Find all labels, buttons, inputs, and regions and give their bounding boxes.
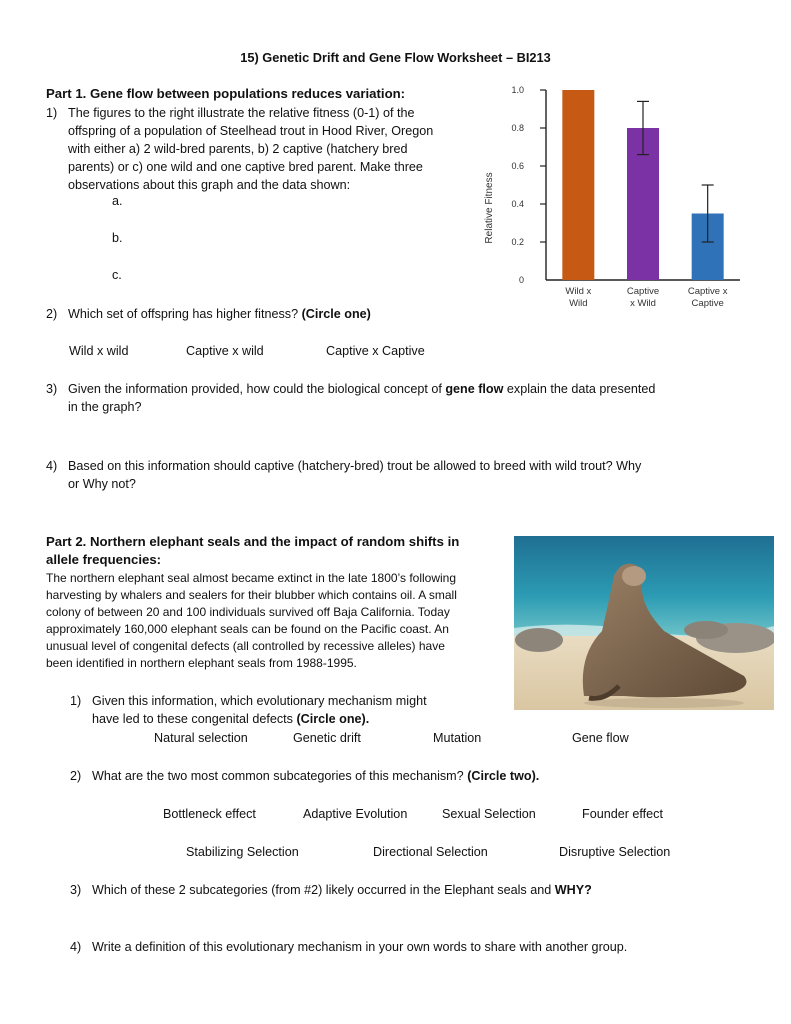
elephant-seal-photo [514,536,774,710]
question-number: 2) [46,307,58,321]
p2q2-instruction: (Circle two). [467,769,540,783]
part2-heading [46,533,459,569]
paragraph-line: The northern elephant seal almost became extinct in the late 1800’s following [46,571,457,585]
question-number: 4) [46,459,58,473]
option-captive-x-wild[interactable]: Captive x wild [186,344,264,358]
q1-line: offspring of a population of Steelhead trout in Hood River, Oregon [68,124,434,138]
option-gene-flow[interactable]: Gene flow [572,731,629,745]
q4-line2: or Why not? [68,477,136,491]
paragraph-line: unusual level of congenital defects (all controlled by recessive alleles) have [46,639,445,653]
option-mutation[interactable]: Mutation [433,731,482,745]
option-founder-effect[interactable]: Founder effect [582,807,663,821]
y-tick-label: 0.2 [511,237,524,247]
y-tick-label: 0 [518,275,524,285]
question-number: 4) [70,940,82,954]
option-bottleneck-effect[interactable]: Bottleneck effect [163,807,256,821]
question-number: 1) [46,106,58,120]
question-number: 3) [46,382,58,396]
observation-b: b. [112,231,123,245]
option-natural-selection[interactable]: Natural selection [154,731,248,745]
p2q3-bold: WHY? [554,883,592,897]
q4-line1: Based on this information should captive (hatchery-bred) trout be allowed to breed with wild trout? Why [68,459,642,473]
x-category-label: Captive [626,286,660,297]
paragraph-line: colony of between 20 and 100 individuals survived off Baja California. Today [46,605,450,619]
p2q1-line1: Given this information, which evolutionary mechanism might [92,694,427,708]
q3-bold: gene flow [445,382,504,396]
part2-heading-line: Part 2. Northern elephant seals and the impact of random shifts in [46,534,460,549]
page-title: 15) Genetic Drift and Gene Flow Worksheet – BI213 [240,50,551,65]
q2-text: Which set of offspring has higher fitness? [68,307,299,321]
option-adaptive-evolution[interactable]: Adaptive Evolution [303,807,408,821]
paragraph-line: approximately 160,000 elephant seals can be found on the Pacific coast. An [46,622,449,636]
option-genetic-drift[interactable]: Genetic drift [293,731,361,745]
option-disruptive-selection[interactable]: Disruptive Selection [559,845,671,859]
q1-line: with either a) 2 wild-bred parents, b) 2 captive (hatchery bred [68,142,408,156]
x-category-label: Wild x [565,286,592,297]
option-directional-selection[interactable]: Directional Selection [373,845,488,859]
observation-c: c. [112,268,122,282]
p2q1-instruction: (Circle one). [296,712,370,726]
part1-heading: Part 1. Gene flow between populations reduces variation: [46,86,406,101]
y-tick-label: 0.8 [511,123,524,133]
q1-line: parents) or c) one wild and one captive bred parent. Make three [68,160,423,174]
q1-line: observations about this graph and the data shown: [68,178,351,192]
p2q3-text: Which of these 2 subcategories (from #2) likely occurred in the Elephant seals and [92,883,552,897]
paragraph-line: been identified in northern elephant seals from 1988-1995. [46,656,357,670]
x-category-label: Captive [691,298,724,309]
part2-heading-line: allele frequencies: [46,552,162,567]
q3-line2: in the graph? [68,400,142,414]
x-category-label: x Wild [630,298,656,309]
seal-paragraph [46,570,506,672]
paragraph-line: harvesting by whalers and sealers for their blubber which contains oil. A small [46,588,457,602]
q2-instruction: (Circle one) [301,307,371,321]
question-number: 1) [70,694,82,708]
x-category-label: Wild [569,298,588,309]
q3-text-cont: explain the data presented [506,382,656,396]
option-sexual-selection[interactable]: Sexual Selection [442,807,536,821]
option-captive-x-captive[interactable]: Captive x Captive [326,344,425,358]
y-tick-label: 0.6 [511,161,524,171]
p2q2-text: What are the two most common subcategories of this mechanism? [92,769,464,783]
x-category-label: Captive x [687,286,728,297]
y-tick-label: 1.0 [511,85,524,95]
y-axis-label: Relative Fitness [484,172,495,244]
p2q1-line2: have led to these congenital defects [92,712,293,726]
p2q4-text: Write a definition of this evolutionary mechanism in your own words to share with another group. [92,940,628,954]
y-tick-label: 0.4 [511,199,524,209]
question-number: 2) [70,769,82,783]
option-wild-x-wild[interactable]: Wild x wild [69,344,129,358]
question-number: 3) [70,883,82,897]
bar-1 [562,90,594,280]
q3-text: Given the information provided, how could the biological concept of [68,382,442,396]
q1-line: The figures to the right illustrate the relative fitness (0-1) of the [68,106,415,120]
observation-a: a. [112,194,123,208]
option-stabilizing-selection[interactable]: Stabilizing Selection [186,845,299,859]
fitness-bar-chart [480,80,780,320]
